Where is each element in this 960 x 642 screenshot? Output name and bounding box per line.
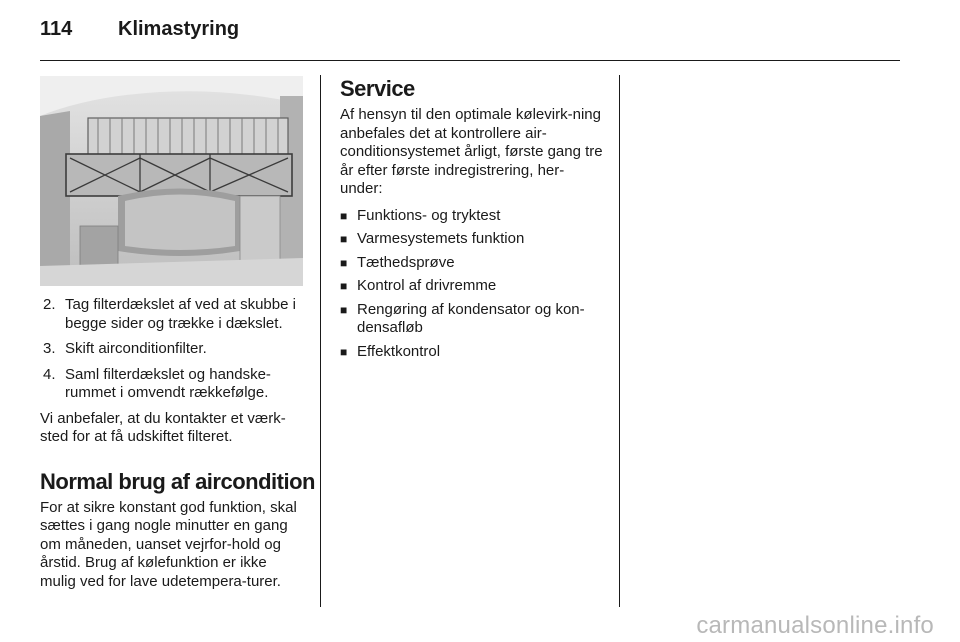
square-bullet-icon: ■ [340, 302, 348, 317]
section-heading-normal-use: Normal brug af aircondition [40, 468, 315, 494]
list-item: ■ Tæthedsprøve [340, 253, 455, 271]
step-number: 2. [43, 296, 56, 313]
normal-use-paragraph: For at sikre konstant god funktion, skal sættes i gang nogle minutter en gang om måneden, uanset vejrfor-hold og årstid. Brug af kølefunktion er ikke mulig ved for lave udetempera-turer. [40, 498, 297, 590]
section-heading-service: Service [340, 76, 415, 101]
service-intro: Af hensyn til den optimale kølevirk-ning anbefales det at kontrollere air-conditionsystemet årligt, første gang tre år efter første indregistrering, her-under: [340, 106, 603, 197]
middle-column [340, 76, 606, 366]
square-bullet-icon: ■ [340, 255, 348, 270]
chapter-title: Klimastyring [118, 18, 240, 40]
step-item [40, 340, 304, 359]
step-item [40, 296, 304, 333]
list-item: ■ Effektkontrol [340, 342, 441, 360]
step-number: 4. [43, 365, 56, 383]
list-item: ■ Varmesystemets funktion [340, 230, 525, 247]
square-bullet-icon: ■ [340, 208, 348, 223]
step-text: Saml filterdækslet og handske-rummet i omvendt rækkefølge. [65, 365, 271, 401]
step-item [40, 366, 304, 403]
step-text: Tag filterdækslet af ved at skubbe i begge sider og trække i dækslet. [65, 296, 296, 332]
step-list [40, 296, 304, 403]
column-divider-right [619, 75, 620, 607]
square-bullet-icon: ■ [340, 279, 348, 293]
page-number: 114 [40, 18, 73, 40]
filter-illustration [40, 76, 303, 286]
step-number: 3. [43, 340, 56, 357]
step-text: Skift airconditionfilter. [65, 340, 207, 357]
column-divider-left [320, 75, 321, 607]
list-item: ■ Funktions- og tryktest [340, 206, 501, 224]
service-checklist [340, 207, 606, 362]
square-bullet-icon: ■ [340, 232, 348, 246]
square-bullet-icon: ■ [340, 344, 348, 359]
list-item: ■ Rengøring af kondensator og kon-densafløb [340, 300, 585, 336]
left-column [40, 76, 315, 599]
recommendation-paragraph: Vi anbefaler, at du kontakter et værk-sted for at få udskiftet filteret. [40, 409, 286, 445]
watermark: carmanualsonline.info [696, 612, 934, 639]
list-item: ■ Kontrol af drivremme [340, 277, 497, 294]
header-rule [40, 60, 900, 61]
